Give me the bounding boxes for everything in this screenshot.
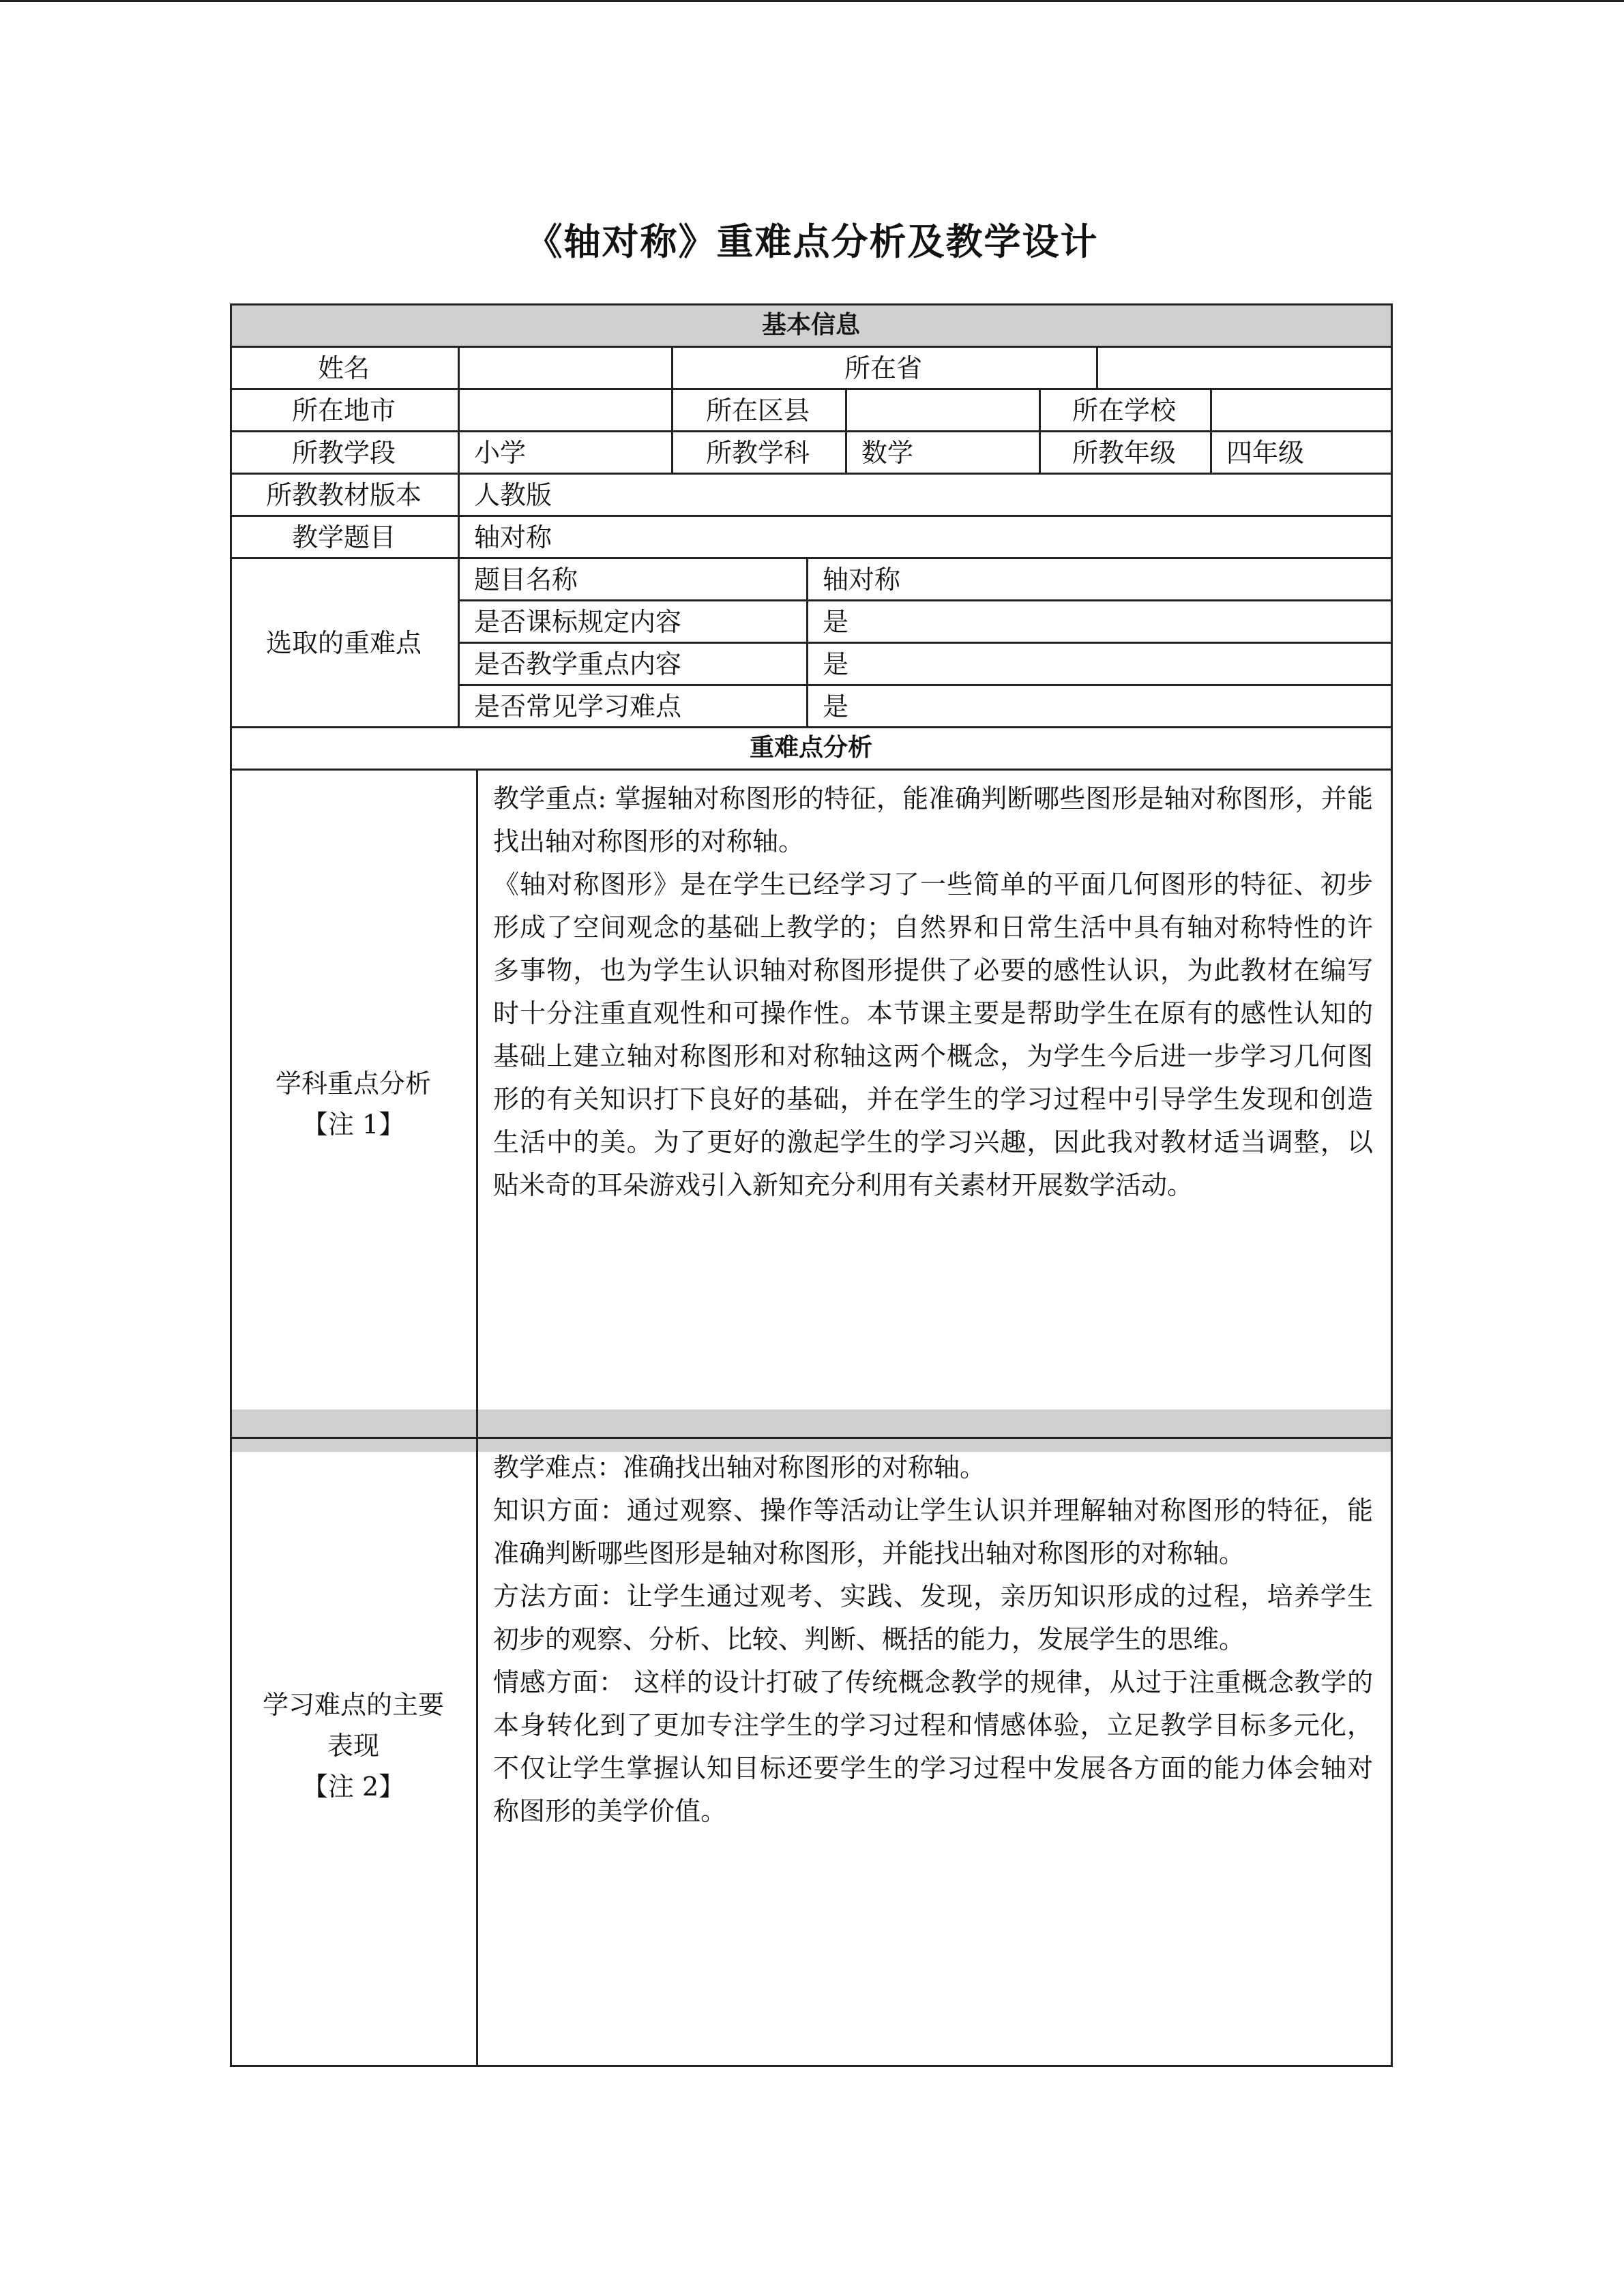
school-label: 所在学校 xyxy=(1072,396,1177,426)
selected-row-label: 题目名称 xyxy=(474,565,578,595)
table-line xyxy=(230,769,1393,771)
difficulty-note: 【注 2】 xyxy=(301,1772,405,1802)
table-line xyxy=(806,557,808,726)
topic-label: 教学题目 xyxy=(291,522,396,552)
table-line xyxy=(230,473,1393,475)
selected-row-label: 是否课标规定内容 xyxy=(474,607,682,637)
province-label: 所在省 xyxy=(844,353,923,383)
table-line xyxy=(458,388,460,473)
table-line xyxy=(1039,388,1041,473)
table-line xyxy=(458,599,1393,601)
table-line xyxy=(476,769,478,2067)
city-label: 所在地市 xyxy=(291,396,396,426)
difficulty-analysis-text xyxy=(493,1446,1373,1833)
selected-row-label: 是否教学重点内容 xyxy=(474,649,682,679)
grade-value: 四年级 xyxy=(1226,438,1305,468)
name-label: 姓名 xyxy=(317,353,370,383)
table-line xyxy=(230,557,1393,559)
difficulty-paragraph: 方法方面：让学生通过观考、实践、发现，亲历知识形成的过程，培养学生初步的观察、分析、比较、判断、概括的能力，发展学生的思维。 xyxy=(493,1581,1373,1654)
difficulty-paragraph: 情感方面： 这样的设计打破了传统概念教学的规律，从过于注重概念教学的本身转化到了更加专注学生的学习过程和情感体验，立足教学目标多元化，不仅让学生掌握认知目标还要学生的学习过程中发展各方面的能力体会轴对称图形的美学价值。 xyxy=(493,1667,1373,1826)
selected-row-value: 轴对称 xyxy=(823,565,901,595)
table-line xyxy=(230,303,1393,305)
table-line xyxy=(230,303,232,2067)
selected-row-label: 是否常见学习难点 xyxy=(474,691,682,721)
page-top-border xyxy=(0,0,1624,2)
difficulty-label-line: 学习难点的主要 xyxy=(262,1690,445,1720)
analysis-header-bg xyxy=(230,1410,1393,1452)
table-line xyxy=(1096,346,1098,388)
table-line xyxy=(458,684,1393,686)
document-title: 《轴对称》重难点分析及教学设计 xyxy=(525,220,1099,263)
basic-info-header: 基本信息 xyxy=(761,311,861,339)
difficulty-paragraph: 教学难点：准确找出轴对称图形的对称轴。 xyxy=(493,1452,986,1482)
table-line xyxy=(671,388,673,473)
analysis-header: 重难点分析 xyxy=(749,734,873,762)
textbook-value: 人教版 xyxy=(474,480,552,510)
table-line xyxy=(230,430,1393,432)
key-point-paragraph: 教学重点: 掌握轴对称图形的特征，能准确判断哪些图形是轴对称图形，并能找出轴对称图形的对称轴。 xyxy=(493,784,1373,856)
table-line xyxy=(458,346,460,388)
subject-label: 所教学科 xyxy=(705,438,810,468)
difficulty-label xyxy=(263,1684,444,1807)
table-line xyxy=(230,1437,1393,1439)
table-line xyxy=(845,388,847,473)
topic-value: 轴对称 xyxy=(474,522,552,552)
table-line xyxy=(230,346,1393,348)
subject-value: 数学 xyxy=(861,438,914,468)
key-point-label-line: 学科重点分析 xyxy=(275,1069,432,1099)
table-line xyxy=(671,346,673,388)
table-line xyxy=(230,515,1393,517)
grade-label: 所教年级 xyxy=(1072,438,1177,468)
difficulty-label-line: 表现 xyxy=(327,1731,380,1761)
district-label: 所在区县 xyxy=(705,396,810,426)
table-line xyxy=(230,726,1393,728)
key-point-label xyxy=(276,1063,431,1145)
selected-points-label: 选取的重难点 xyxy=(265,628,422,658)
stage-label: 所教学段 xyxy=(291,438,396,468)
table-line xyxy=(1391,303,1393,2067)
selected-row-value: 是 xyxy=(823,649,849,679)
difficulty-paragraph: 知识方面：通过观察、操作等活动让学生认识并理解轴对称图形的特征，能准确判断哪些图形是轴对称图形，并能找出轴对称图形的对称轴。 xyxy=(493,1495,1373,1568)
table-line xyxy=(458,642,1393,644)
selected-row-value: 是 xyxy=(823,691,849,721)
table-line xyxy=(230,2065,1393,2067)
key-point-analysis-text xyxy=(493,777,1373,1207)
table-line xyxy=(230,388,1393,390)
table-line xyxy=(1210,388,1212,473)
stage-value: 小学 xyxy=(474,438,527,468)
key-point-note: 【注 1】 xyxy=(301,1109,405,1139)
key-point-paragraph: 《轴对称图形》是在学生已经学习了一些简单的平面几何图形的特征、初步形成了空间观念的基础上教学的；自然界和日常生活中具有轴对称特性的许多事物，也为学生认识轴对称图形提供了必要的感性认识，为此教材在编写时十分注重直观性和可操作性。本节课主要是帮助学生在原有的感性认知的基础上建立轴对称图形和对称轴这两个概念，为学生今后进一步学习几何图形的有关知识打下良好的基础，并在学生的学习过程中引导学生发现和创造生活中的美。为了更好的激起学生的学习兴趣，因此我对教材适当调整，以贴米奇的耳朵游戏引入新知充分利用有关素材开展数学活动。 xyxy=(493,869,1373,1200)
info-table xyxy=(230,303,1393,2067)
selected-row-value: 是 xyxy=(823,607,849,637)
textbook-label: 所教教材版本 xyxy=(265,480,422,510)
table-line xyxy=(458,473,460,726)
